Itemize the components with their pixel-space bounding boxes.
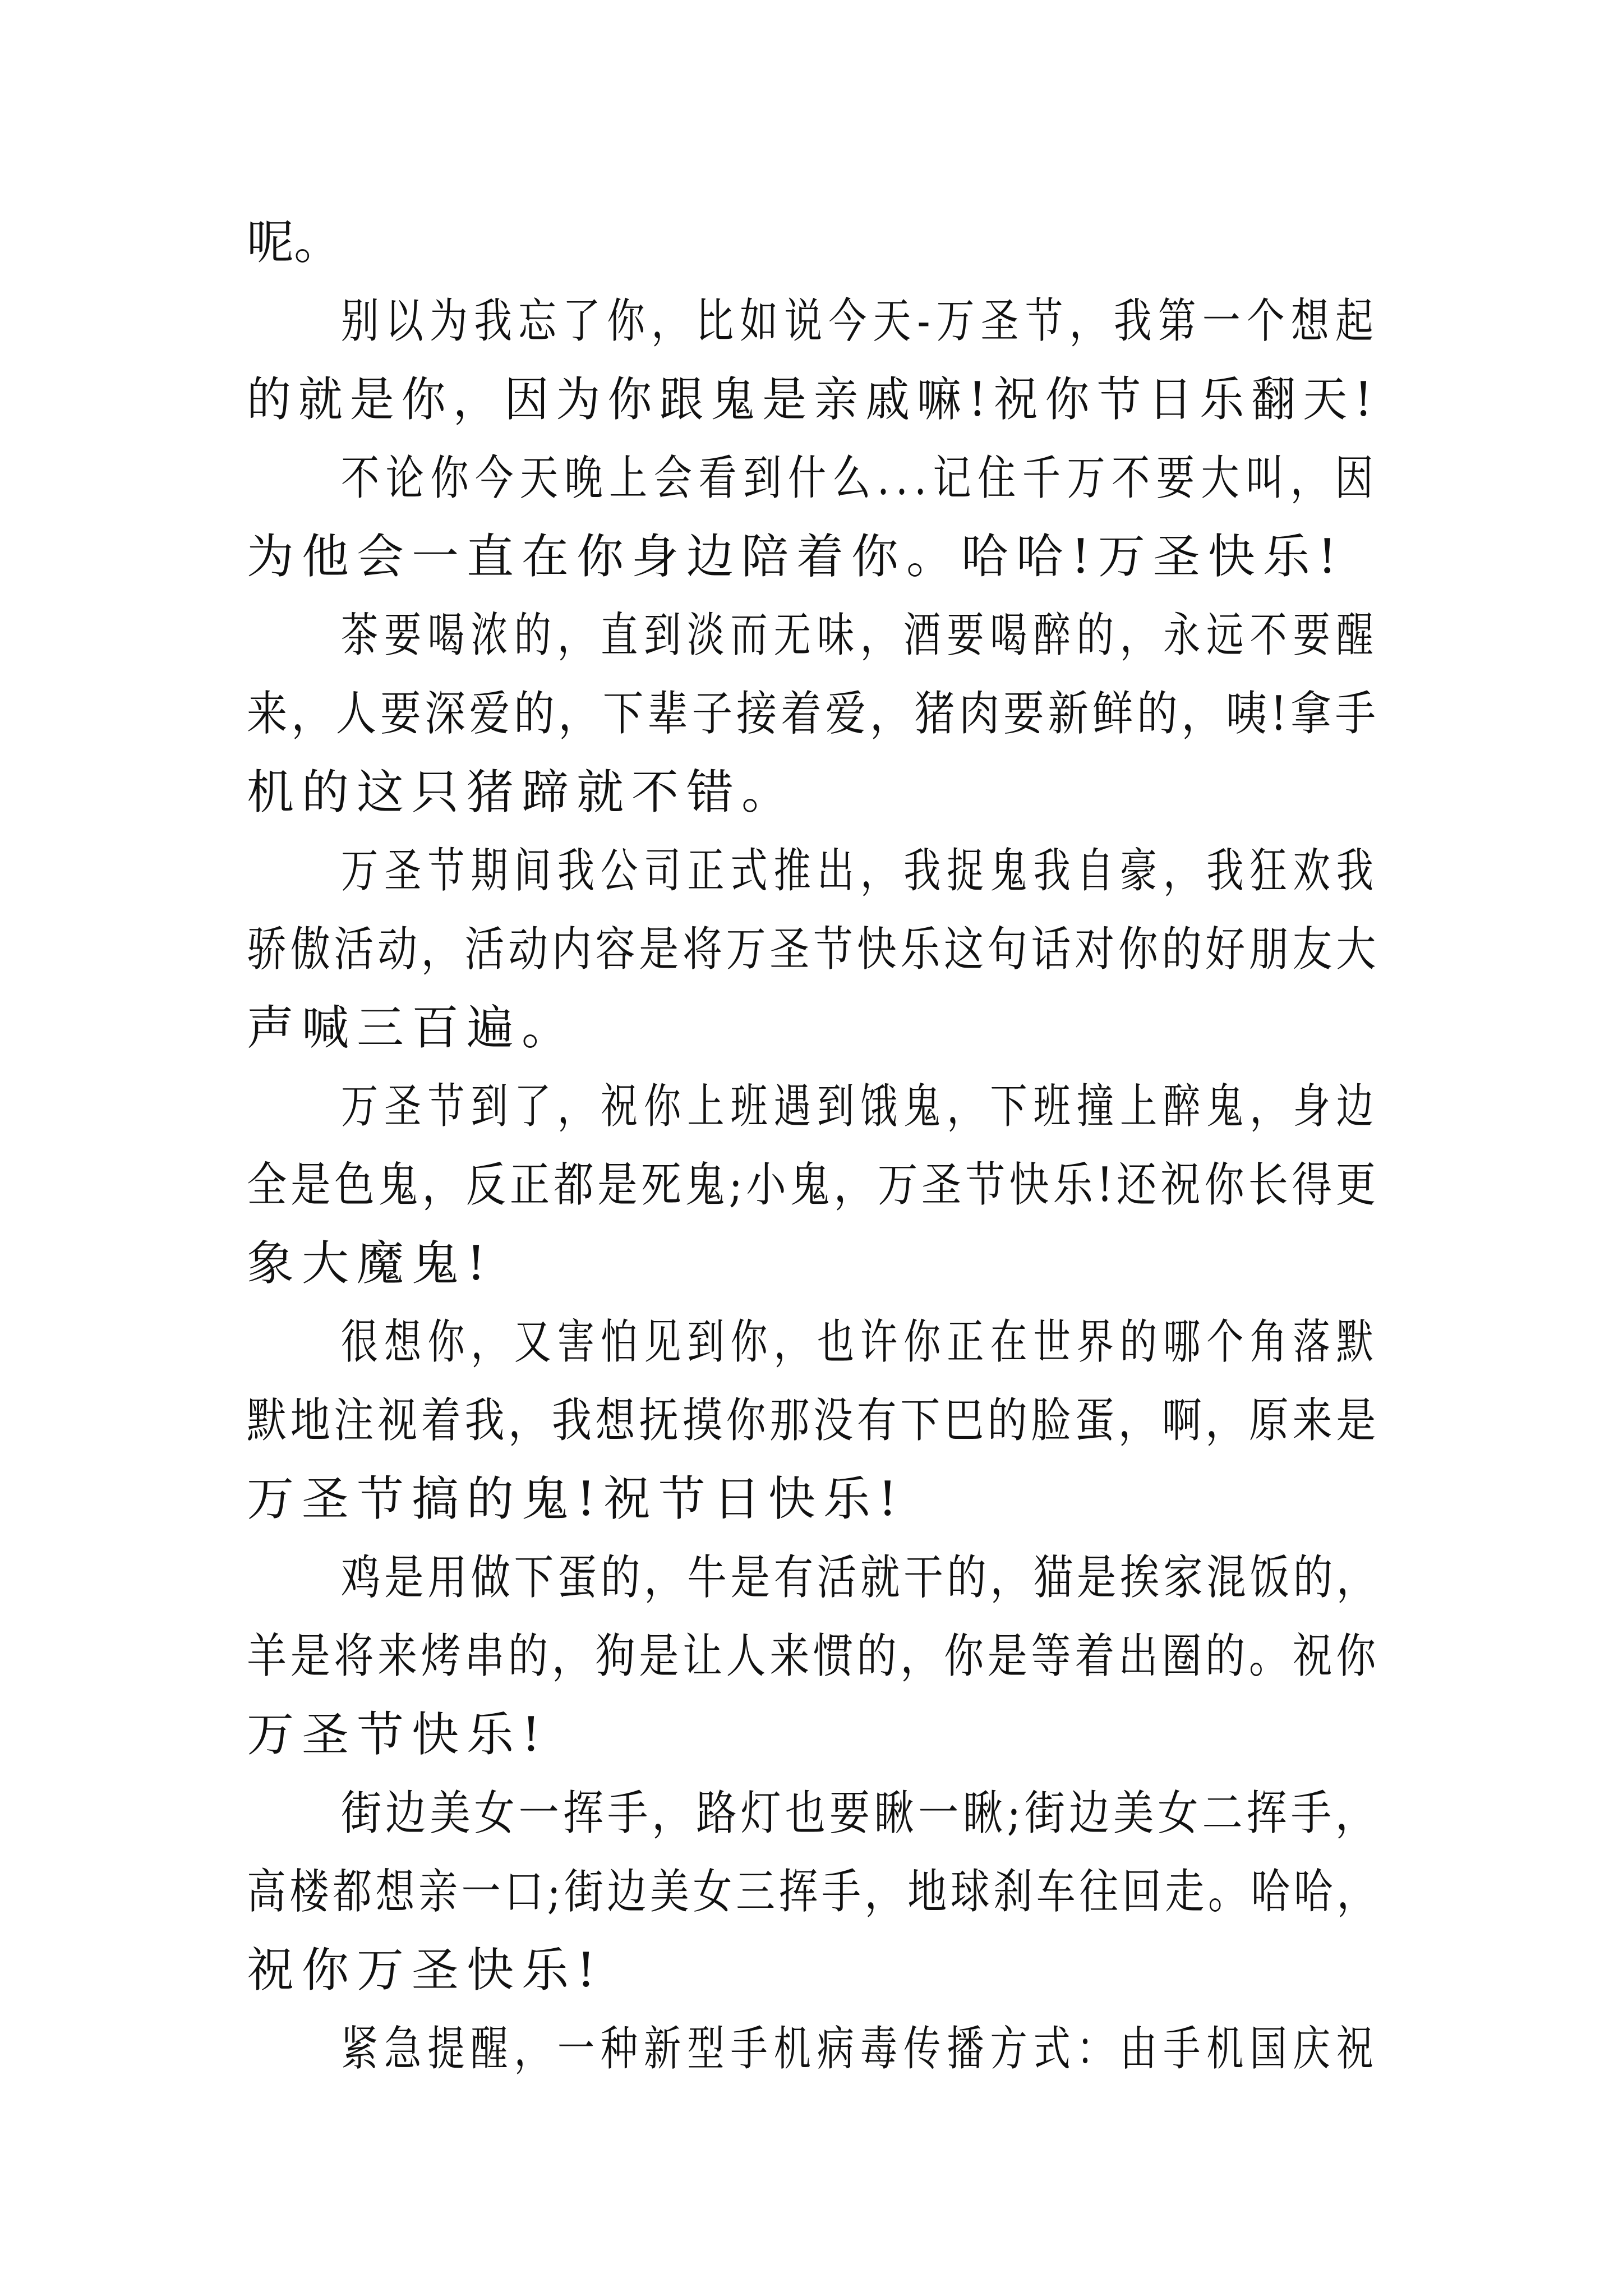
text-line-content: 万圣节期间我公司正式推出，我捉鬼我自豪，我狂欢我 — [341, 843, 1380, 898]
text-line-content: 茶要喝浓的，直到淡而无味，酒要喝醉的，永远不要醒 — [341, 608, 1380, 662]
text-line-content: 很想你，又害怕见到你，也许你正在世界的哪个角落默 — [341, 1314, 1380, 1369]
text-line-content: 别以为我忘了你，比如说今天-万圣节，我第一个想起 — [341, 293, 1380, 348]
text-line-content: 骄傲活动，活动内容是将万圣节快乐这句话对你的好朋友大 — [247, 922, 1380, 977]
text-line-content: 为他会一直在你身边陪着你。哈哈!万圣快乐! — [247, 529, 1345, 584]
text-line-content: 声喊三百遍。 — [247, 1000, 577, 1055]
text-line-content: 的就是你，因为你跟鬼是亲戚嘛!祝你节日乐翻天! — [247, 372, 1380, 427]
text-line-content: 高楼都想亲一口;街边美女三挥手，地球刹车往回走。哈哈， — [247, 1864, 1380, 1919]
text-line-content: 万圣节快乐! — [247, 1707, 548, 1762]
text-line-content: 呢。 — [247, 215, 342, 270]
text-line-content: 不论你今天晚上会看到什么...记住千万不要大叫，因 — [341, 450, 1380, 505]
text-line-content: 紧急提醒，一种新型手机病毒传播方式：由手机国庆祝 — [341, 2021, 1380, 2076]
text-line-content: 默地注视着我，我想抚摸你那没有下巴的脸蛋，啊，原来是 — [247, 1393, 1380, 1448]
text-line-content: 来，人要深爱的，下辈子接着爱，猪肉要新鲜的，咦!拿手 — [247, 686, 1380, 741]
text-line-content: 祝你万圣快乐! — [247, 1943, 603, 1998]
text-line-content: 鸡是用做下蛋的，牛是有活就干的，猫是挨家混饭的， — [341, 1550, 1380, 1605]
text-line-content: 羊是将来烤串的，狗是让人来惯的，你是等着出圈的。祝你 — [247, 1628, 1380, 1683]
text-line-content: 万圣节搞的鬼!祝节日快乐! — [247, 1471, 905, 1526]
text-line-content: 万圣节到了，祝你上班遇到饿鬼，下班撞上醉鬼，身边 — [341, 1079, 1380, 1134]
text-line-content: 象大魔鬼! — [247, 1236, 494, 1291]
text-line-content: 机的这只猪蹄就不错。 — [247, 765, 797, 820]
text-line-content: 全是色鬼，反正都是死鬼;小鬼，万圣节快乐!还祝你长得更 — [247, 1157, 1380, 1212]
text-line-content: 街边美女一挥手，路灯也要瞅一瞅;街边美女二挥手， — [341, 1786, 1380, 1841]
